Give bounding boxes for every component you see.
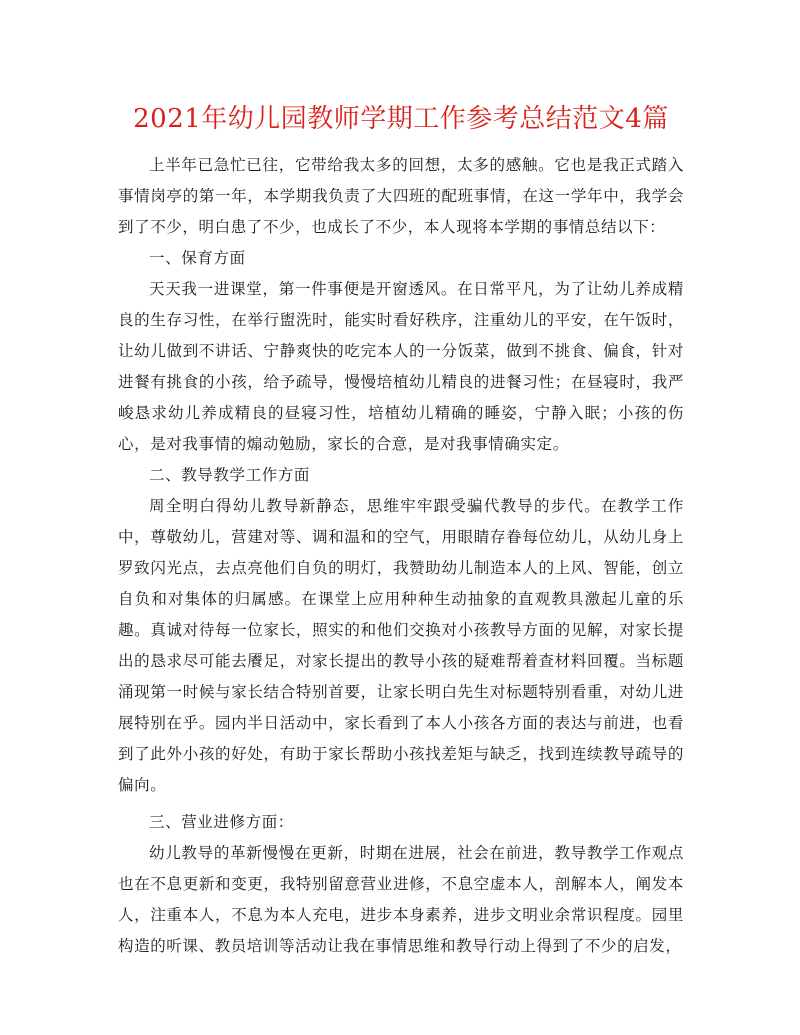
- section-paragraph-childcare: 天天我一进课堂，第一件事便是开窗透风。在日常平凡，为了让幼儿养成精良的生存习性，在举行盥洗时，能实时看好秩序，注重幼儿的平安，在午饭时，让幼儿做到不讲话、宁静爽快的吃完本人的一分饭菜，做到不挑食、偏食，针对进餐有挑食的小孩，给予疏导，慢慢培植幼儿精良的进餐习性；在昼寝时，我严峻恳求幼儿养成精良的昼寝习性，培植幼儿精确的睡姿，宁静入眠；小孩的伤心，是对我事情的煽动勉励，家长的合意，是对我事情确实定。: [118, 280, 684, 453]
- document-title: 2021年幼儿园教师学期工作参考总结范文4篇: [133, 104, 669, 134]
- document-page: [118, 100, 684, 962]
- intro-paragraph: 上半年已急忙已往，它带给我太多的回想，太多的感触。它也是我正式踏入事情岗亭的第一年，本学期我负责了大四班的配班事情，在这一学年中，我学会到了不少，明白患了不少，也成长了不少，本人现将本学期的事情总结以下：: [118, 156, 684, 236]
- section-heading-childcare: 一、保育方面: [149, 249, 246, 267]
- section-paragraph-study: 幼儿教导的革新慢慢在更新，时期在进展，社会在前进，教导教学工作观点也在不息更新和变更，我特别留意营业进修，不息空虚本人，剖解本人，阐发本人，注重本人，不息为本人充电，进步本身素养，进步文明业余常识程度。园里构造的听课、教员培训等活动让我在事情思维和教导行动上得到了不少的启发，: [118, 844, 684, 955]
- section-paragraph-teaching: 周全明白得幼儿教导新静态，思维牢牢跟受骗代教导的步代。在教学工作中，尊敬幼儿，营建对等、调和温和的空气，用眼睛存眷每位幼儿，从幼儿身上罗致闪光点，去点亮他们自负的明灯，我赞助幼儿制造本人的上风、智能，创立自负和对集体的归属感。在课堂上应用种种生动抽象的直观教具激起儿童的乐趣。真诚对待每一位家长，照实的和他们交换对小孩教导方面的见解，对家长提出的恳求尽可能去餍足，对家长提出的教导小孩的疑难帮着查材料回覆。当标题涌现第一时候与家长结合特别首要，让家长明白先生对标题特别看重，对幼儿进展特别在乎。园内半日活动中，家长看到了本人小孩各方面的表达与前进，也看到了此外小孩的好处，有助于家长帮助小孩找差矩与缺乏，找到连续教导疏导的偏向。: [118, 497, 684, 794]
- section-heading-study: 三、营业进修方面：: [149, 813, 294, 831]
- section-heading-teaching: 二、教导教学工作方面: [149, 466, 311, 484]
